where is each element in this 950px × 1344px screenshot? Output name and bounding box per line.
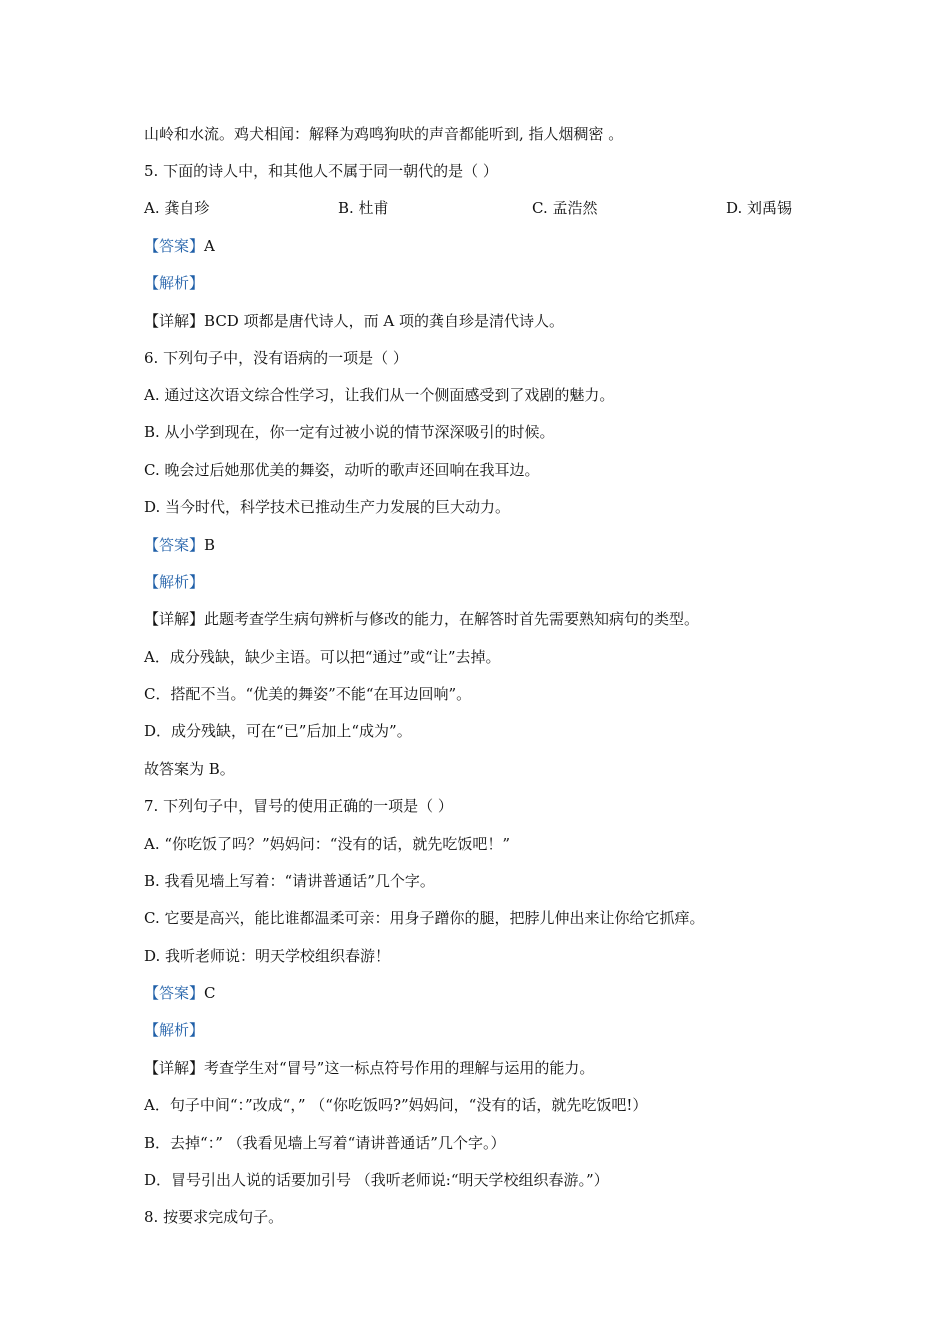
analysis-line: [144, 572, 204, 592]
text-line: D．冒号引出人说的话要加引号 （我听老师说:“明天学校组织春游。”）: [144, 1171, 609, 1189]
answer-value: C: [204, 984, 216, 1002]
option-b: B. 我看见墙上写着：“请讲普通话”几个字。: [144, 872, 435, 890]
option-c: C. 晚会过后她那优美的舞姿，动听的歌声还回响在我耳边。: [144, 461, 540, 479]
analysis-label: 【解析】: [144, 573, 205, 591]
option-a: A. 通过这次语文综合性学习，让我们从一个侧面感受到了戏剧的魅力。: [144, 386, 615, 404]
detail-label: 【详解】: [144, 610, 205, 628]
answer-line: [144, 236, 215, 256]
detail-line: [144, 609, 699, 629]
option-a: A. “你吃饭了吗？”妈妈问：“没有的话，就先吃饭吧！”: [144, 835, 511, 853]
option-b: B. 杜甫: [338, 199, 389, 217]
detail-line: [144, 311, 564, 331]
detail-line: [144, 1058, 594, 1078]
detail-text: 考查学生对“冒号”这一标点符号作用的理解与运用的能力。: [204, 1059, 595, 1077]
option-a: A. 龚自珍: [144, 199, 210, 217]
option-d: D. 当今时代，科学技术已推动生产力发展的巨大动力。: [144, 498, 511, 516]
analysis-label: 【解析】: [144, 1021, 205, 1039]
text-line: B．去掉“：” （我看见墙上写着“请讲普通话”几个字。）: [144, 1134, 506, 1152]
analysis-label: 【解析】: [144, 274, 205, 292]
option-d: D. 我听老师说：明天学校组织春游！: [144, 947, 391, 965]
question-8: 8. 按要求完成句子。: [144, 1208, 284, 1226]
question-6: 6. 下列句子中，没有语病的一项是（ ）: [144, 349, 408, 367]
option-c: C. 它要是高兴，能比谁都温柔可亲：用身子蹭你的腿，把脖儿伸出来让你给它抓痒。: [144, 909, 705, 927]
detail-text: 此题考查学生病句辨析与修改的能力，在解答时首先需要熟知病句的类型。: [204, 610, 700, 628]
text-line: A．成分残缺，缺少主语。可以把“通过”或“让”去掉。: [144, 648, 501, 666]
text-line: 山岭和水流。鸡犬相闻：解释为鸡鸣狗吠的声音都能听到, 指人烟稠密 。: [144, 125, 624, 143]
detail-text: BCD 项都是唐代诗人，而 A 项的龚自珍是清代诗人。: [204, 312, 564, 330]
answer-label: 【答案】: [144, 536, 205, 554]
question-7: 7. 下列句子中，冒号的使用正确的一项是（ ）: [144, 797, 453, 815]
answer-value: A: [204, 237, 215, 255]
answer-line: [144, 535, 215, 555]
answer-label: 【答案】: [144, 984, 205, 1002]
answer-label: 【答案】: [144, 237, 205, 255]
question-5: 5. 下面的诗人中，和其他人不属于同一朝代的是（ ）: [144, 162, 498, 180]
text-line: D．成分残缺，可在“已”后加上“成为”。: [144, 722, 412, 740]
answer-line: [144, 983, 216, 1003]
detail-label: 【详解】: [144, 1059, 205, 1077]
option-c: C. 孟浩然: [532, 199, 598, 217]
text-line: 故答案为 B。: [144, 760, 235, 778]
text-line: C．搭配不当。“优美的舞姿”不能“在耳边回响”。: [144, 685, 472, 703]
answer-value: B: [204, 536, 216, 554]
text-line: A．句子中间“：”改成“，” （“你吃饭吗?”妈妈问，“没有的话，就先吃饭吧!）: [144, 1096, 648, 1114]
detail-label: 【详解】: [144, 312, 205, 330]
analysis-line: [144, 1020, 204, 1040]
analysis-line: [144, 273, 204, 293]
option-b: B. 从小学到现在，你一定有过被小说的情节深深吸引的时候。: [144, 423, 555, 441]
option-d: D. 刘禹锡: [726, 199, 793, 217]
